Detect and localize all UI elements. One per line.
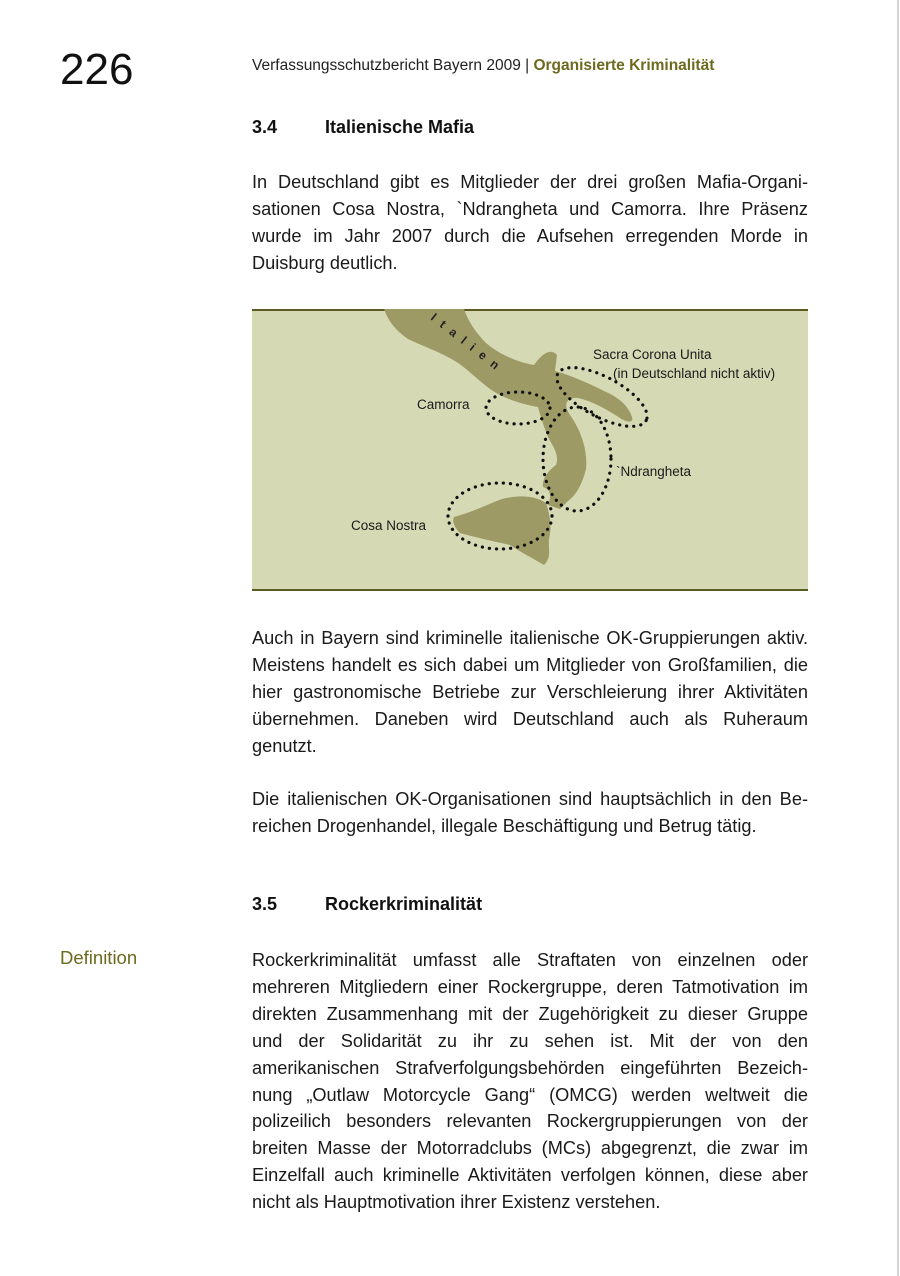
section-title: Rockerkriminalität (325, 894, 483, 914)
map-label-camorra: Camorra (417, 397, 470, 412)
map-label-italien: Italien (428, 310, 509, 378)
margin-label-definition: Definition (60, 947, 138, 968)
map-label-cosa-nostra: Cosa Nostra (351, 518, 427, 533)
paragraph-bayern: Auch in Bayern sind kriminelle italienische OK-Gruppierungen aktiv. Meistens handelt es sich dabei um Mitglieder von Großfamilien, die hier gastronomische Betriebe zur Verschleierung ihrer Aktivitäten übernehmen. Daneben wird Deutschland auch als Ruheraum genutzt. (252, 628, 808, 756)
header-separator: | (520, 57, 534, 74)
section-heading-3-4 (252, 117, 474, 138)
paragraph-ok-organisations: Die italienischen OK-Organisationen sind hauptsächlich in den Bereichen Drogenhandel, illegale Beschäftigung und Betrug tätig. (252, 789, 808, 836)
header-section: Organisierte Kriminalität (533, 57, 715, 74)
paragraph-mafia-intro: In Deutschland gibt es Mitglieder der drei großen Mafia-Organisationen Cosa Nostra, `Ndrangheta und Camorra. Ihre Präsenz wurde im Jahr 2007 durch die Aufsehen erregenden Morde in Duisburg deutlich. (252, 172, 808, 273)
section-number: 3.4 (252, 117, 278, 137)
page-number: 226 (60, 45, 134, 94)
running-header (252, 57, 714, 75)
section-title: Italienische Mafia (325, 117, 475, 137)
header-title: Verfassungsschutzbericht Bayern 2009 (252, 57, 521, 74)
map-label-ndrangheta: `Ndrangheta (616, 464, 692, 479)
section-number: 3.5 (252, 894, 278, 914)
page-edge-line (897, 0, 899, 1276)
map-label-sacra-corona: Sacra Corona Unita (593, 347, 712, 362)
map-label-sacra-corona-note: (in Deutschland nicht aktiv) (613, 366, 776, 381)
section-heading-3-5 (252, 894, 482, 915)
italy-mafia-map (252, 309, 808, 591)
paragraph-rocker-definition: Rockerkriminalität umfasst alle Straftaten von einzelnen oder mehreren Mitgliedern einer Rockergruppe, deren Tatmotivation im direkten Zusammenhang mit der Zugehörigkeit zu dieser Gruppe und der Solidarität zu ihr zu sehen ist. Mit der von den amerikanischen Strafverfolgungsbehörden eingeführten Bezeichnung „Outlaw Motorcycle Gang“ (OMCG) werden weltweit die polizeilich besonders relevanten Rockergruppierungen von der breiten Masse der Motorradclubs (MCs) abgegrenzt, die zwar im Einzelfall auch kriminelle Aktivitäten verfolgen können, diese aber nicht als Hauptmotivation ihrer Existenz verstehen. (252, 950, 808, 1213)
map-graphic (252, 309, 808, 591)
